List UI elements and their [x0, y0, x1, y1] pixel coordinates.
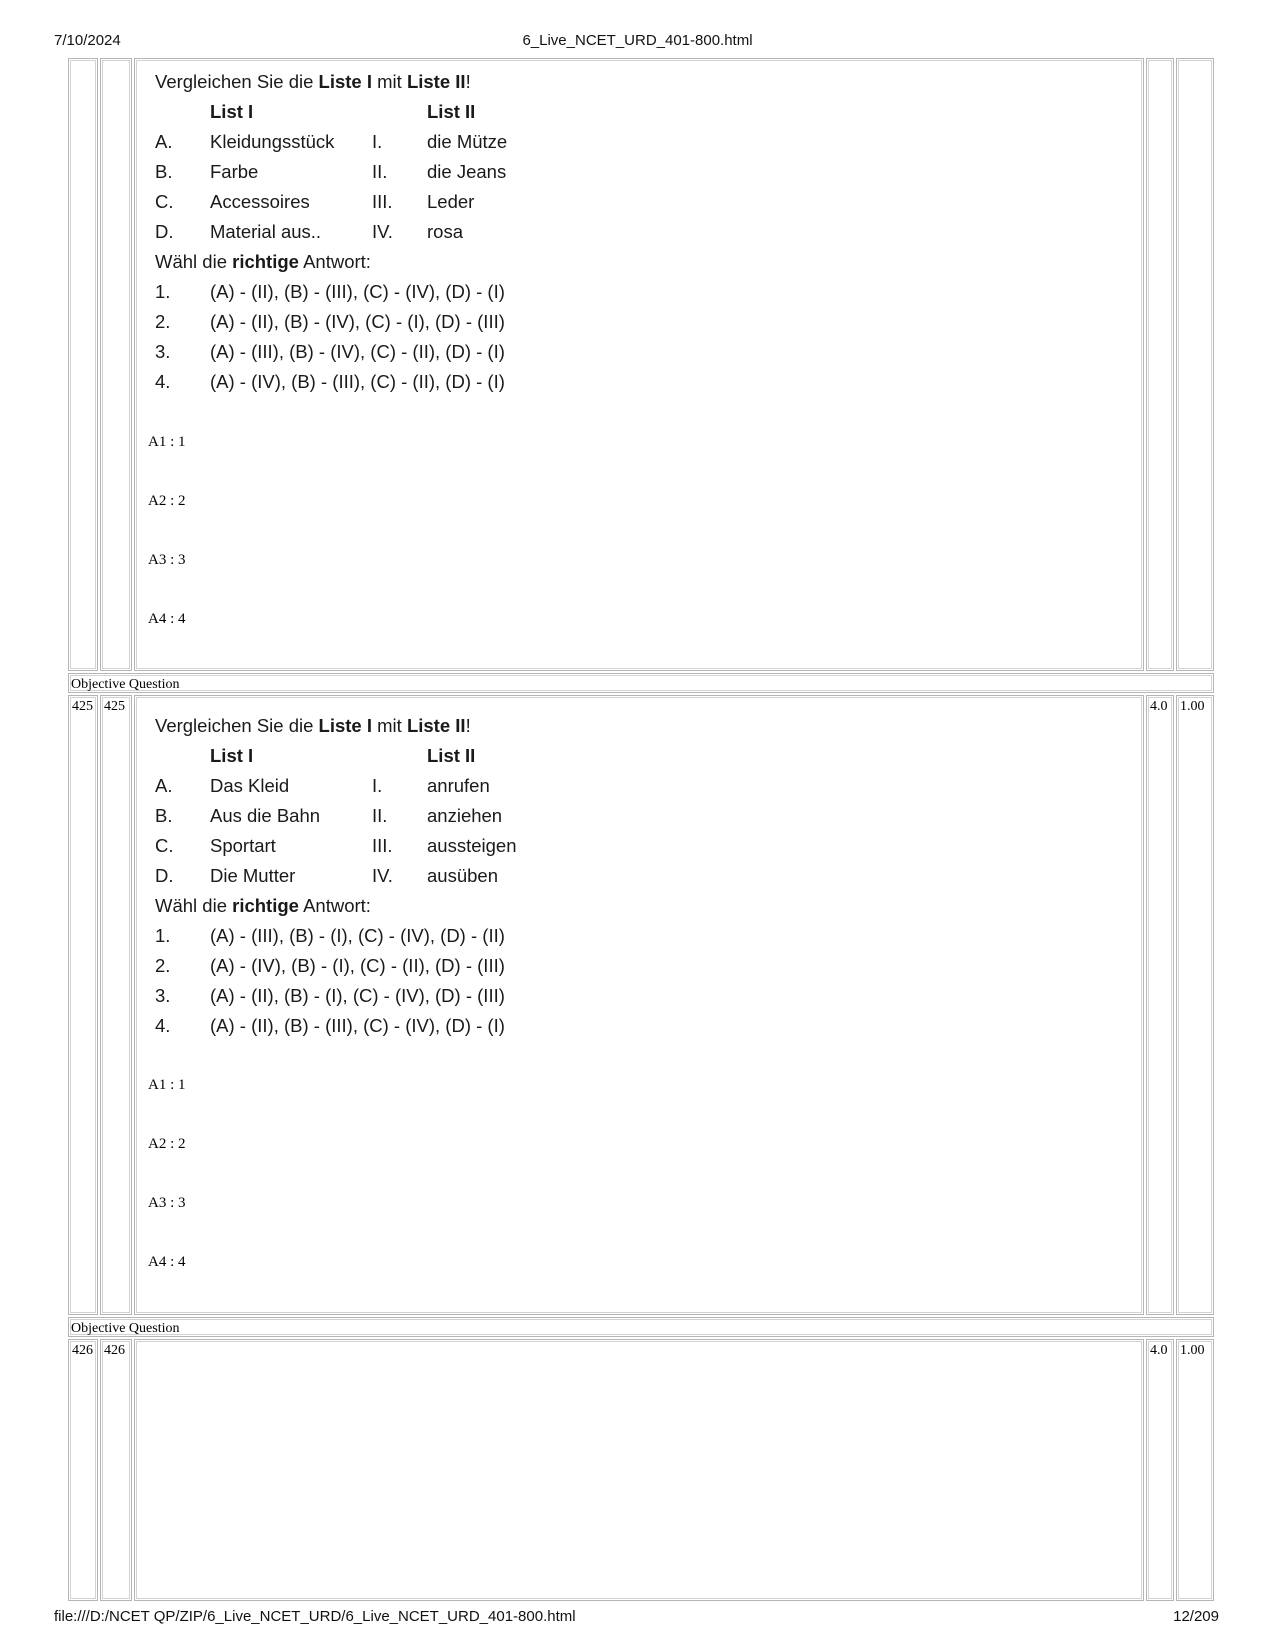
- answer-choice: A1 : 1: [148, 1077, 186, 1093]
- sno-cell: [68, 58, 98, 671]
- row-letter: C.: [155, 191, 174, 212]
- option-text: (A) - (IV), (B) - (I), (C) - (II), (D) - (III): [210, 955, 505, 976]
- prompt-post: Antwort:: [298, 895, 371, 916]
- question-instruction: [155, 67, 715, 97]
- qid-cell: [100, 58, 132, 671]
- row-item: Das Kleid: [210, 775, 290, 796]
- row-match: die Mütze: [427, 131, 508, 152]
- prompt-pre: Wähl die: [155, 251, 233, 272]
- option-number: 2.: [155, 955, 171, 976]
- match-row: [155, 771, 715, 801]
- answer-prompt: [155, 247, 715, 277]
- instruction-text: Vergleichen Sie die: [155, 71, 319, 92]
- answer-choice: A4 : 4: [148, 1254, 186, 1270]
- print-header: [0, 32, 1275, 52]
- liste2-label: Liste II: [406, 715, 466, 736]
- option-text: (A) - (II), (B) - (IV), (C) - (I), (D) - (III): [210, 311, 505, 332]
- row-letter: D.: [155, 221, 174, 242]
- option-number: 4.: [155, 1015, 171, 1036]
- row-match: aussteigen: [427, 835, 517, 856]
- liste1-label: Liste I: [318, 71, 372, 92]
- match-row: [155, 127, 715, 157]
- print-title: 6_Live_NCET_URD_401-800.html: [522, 32, 753, 49]
- negative-cell: [1176, 695, 1214, 1315]
- row-match: ausüben: [427, 865, 498, 886]
- option-text: (A) - (II), (B) - (III), (C) - (IV), (D) - (I): [210, 1015, 505, 1036]
- question-id: 425: [104, 699, 125, 714]
- liste2-label: Liste II: [406, 71, 466, 92]
- list-headers: [155, 741, 715, 771]
- option-text: (A) - (III), (B) - (IV), (C) - (II), (D) - (I): [210, 341, 505, 362]
- list2-header: List II: [427, 745, 476, 766]
- list1-header: List I: [210, 745, 254, 766]
- option-number: 1.: [155, 925, 171, 946]
- match-row: [155, 157, 715, 187]
- print-footer: [0, 1608, 1275, 1628]
- option-row: [155, 277, 715, 307]
- instruction-mid: mit: [372, 71, 407, 92]
- print-date: 7/10/2024: [54, 32, 121, 49]
- row-item: Material aus..: [210, 221, 322, 242]
- marks-cell: [1146, 58, 1174, 671]
- row-roman: II.: [372, 805, 388, 826]
- option-number: 3.: [155, 985, 171, 1006]
- option-row: [155, 921, 715, 951]
- qid-cell: [100, 1339, 132, 1601]
- option-row: [155, 951, 715, 981]
- answer-choice: A1 : 1: [148, 434, 186, 450]
- row-letter: A.: [155, 775, 173, 796]
- option-row: [155, 1011, 715, 1041]
- match-row: [155, 861, 715, 891]
- row-letter: B.: [155, 161, 173, 182]
- row-item: Sportart: [210, 835, 276, 856]
- match-row: [155, 831, 715, 861]
- answer-choice: A2 : 2: [148, 493, 186, 509]
- serial-number: 426: [72, 1343, 93, 1358]
- answer-choice: A3 : 3: [148, 1195, 186, 1211]
- match-row: [155, 187, 715, 217]
- match-row: [155, 801, 715, 831]
- list2-header: List II: [427, 101, 476, 122]
- option-row: [155, 307, 715, 337]
- question-type-row: [68, 1317, 1214, 1337]
- option-row: [155, 367, 715, 397]
- qid-cell: [100, 695, 132, 1315]
- row-match: anziehen: [427, 805, 503, 826]
- row-roman: II.: [372, 161, 388, 182]
- question-body: [155, 711, 715, 1041]
- row-letter: B.: [155, 805, 173, 826]
- option-text: (A) - (II), (B) - (I), (C) - (IV), (D) - (III): [210, 985, 505, 1006]
- option-number: 3.: [155, 341, 171, 362]
- option-row: [155, 981, 715, 1011]
- row-match: Leder: [427, 191, 475, 212]
- negative-marks-value: 1.00: [1180, 699, 1205, 714]
- instruction-end: !: [465, 715, 471, 736]
- row-item: Die Mutter: [210, 865, 296, 886]
- negative-marks-value: 1.00: [1180, 1343, 1205, 1358]
- answer-choice: A2 : 2: [148, 1136, 186, 1152]
- serial-number: 425: [72, 699, 93, 714]
- answer-prompt: [155, 891, 715, 921]
- row-letter: A.: [155, 131, 173, 152]
- negative-cell: [1176, 1339, 1214, 1601]
- file-path: file:///D:/NCET QP/ZIP/6_Live_NCET_URD/6_Live_NCET_URD_401-800.html: [54, 1608, 576, 1625]
- question-cell: [134, 1339, 1144, 1601]
- instruction-mid: mit: [372, 715, 407, 736]
- answer-choice: A4 : 4: [148, 611, 186, 627]
- option-text: (A) - (III), (B) - (I), (C) - (IV), (D) - (II): [210, 925, 505, 946]
- row-letter: C.: [155, 835, 174, 856]
- row-roman: IV.: [372, 865, 393, 886]
- row-match: anrufen: [427, 775, 490, 796]
- question-type-label: Objective Question: [71, 1321, 180, 1336]
- marks-value: 4.0: [1150, 699, 1168, 714]
- row-roman: I.: [372, 131, 383, 152]
- prompt-pre: Wähl die: [155, 895, 233, 916]
- question-id: 426: [104, 1343, 125, 1358]
- instruction-text: Vergleichen Sie die: [155, 715, 319, 736]
- list1-header: List I: [210, 101, 254, 122]
- row-roman: III.: [372, 191, 393, 212]
- prompt-bold: richtige: [232, 895, 299, 916]
- liste1-label: Liste I: [318, 715, 372, 736]
- answer-choice: A3 : 3: [148, 552, 186, 568]
- instruction-end: !: [465, 71, 471, 92]
- row-match: rosa: [427, 221, 463, 242]
- option-number: 4.: [155, 371, 171, 392]
- row-roman: III.: [372, 835, 393, 856]
- match-row: [155, 217, 715, 247]
- option-number: 1.: [155, 281, 171, 302]
- prompt-post: Antwort:: [298, 251, 371, 272]
- row-match: die Jeans: [427, 161, 507, 182]
- option-row: [155, 337, 715, 367]
- row-roman: IV.: [372, 221, 393, 242]
- row-item: Accessoires: [210, 191, 310, 212]
- row-item: Farbe: [210, 161, 259, 182]
- option-text: (A) - (IV), (B) - (III), (C) - (II), (D) - (I): [210, 371, 505, 392]
- question-instruction: [155, 711, 715, 741]
- row-item: Kleidungsstück: [210, 131, 335, 152]
- sno-cell: [68, 695, 98, 1315]
- marks-cell: [1146, 695, 1174, 1315]
- row-letter: D.: [155, 865, 174, 886]
- question-body: [155, 67, 715, 397]
- list-headers: [155, 97, 715, 127]
- option-text: (A) - (II), (B) - (III), (C) - (IV), (D) - (I): [210, 281, 505, 302]
- page-number: 12/209: [1173, 1608, 1219, 1625]
- question-type-row: [68, 673, 1214, 693]
- marks-value: 4.0: [1150, 1343, 1168, 1358]
- row-item: Aus die Bahn: [210, 805, 321, 826]
- row-roman: I.: [372, 775, 383, 796]
- negative-cell: [1176, 58, 1214, 671]
- marks-cell: [1146, 1339, 1174, 1601]
- prompt-bold: richtige: [232, 251, 299, 272]
- option-number: 2.: [155, 311, 171, 332]
- question-type-label: Objective Question: [71, 677, 180, 692]
- sno-cell: [68, 1339, 98, 1601]
